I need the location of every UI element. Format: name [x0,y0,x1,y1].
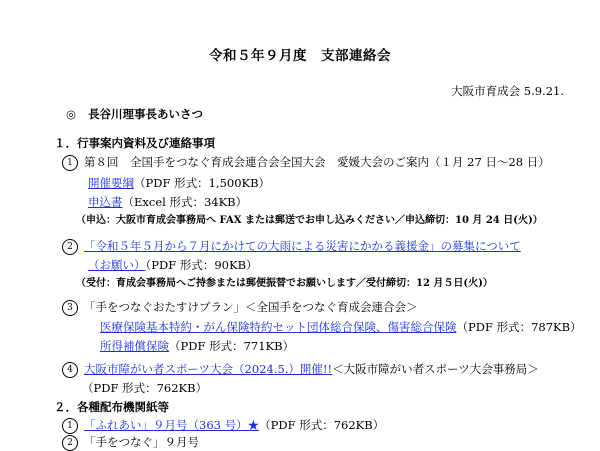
item4-title-line [62,361,539,378]
tewotsunagu-newsletter-title: 「手をつなぐ」９月号 [84,435,199,449]
link-file-info: （PDF 形式：90KB） [145,258,258,272]
event-guidelines-link[interactable]: 開催要綱 [88,176,134,190]
fureai-newsletter-link[interactable]: 「ふれあい」９月号（363 号）★ [84,418,260,432]
item1-link2-line [88,194,247,210]
link-file-info: （PDF 形式：771KB） [169,339,295,353]
circled-number: 1 [62,155,78,171]
item2-note: （受付：育成会事務局へご持参または郵便振替でお願いします／受付締切：12 月５日(火)） [76,278,493,289]
donation-appeal-link-cont[interactable]: （お願い） [88,258,146,272]
link-file-info: （PDF 形式：762KB） [82,381,208,395]
item3-link1-line [100,319,582,335]
double-circle-icon: ◎ [66,107,77,121]
item2-title-line [62,238,521,255]
link-file-info: （Excel 形式：34KB） [122,195,248,209]
s2-item1-line [62,417,384,434]
circled-number: 2 [62,435,78,451]
document-title: 令和５年９月度 支部連絡会 [209,48,391,64]
item1-title: 第８回 全国手をつなぐ育成会連合会全国大会 愛媛大会のご案内（１月 27 日～28 日） [84,155,550,169]
issuer-date: 大阪市育成会 5.9.21. [451,84,564,98]
item3-title: 「手をつなぐおたすけプラン」＜全国手をつなぐ育成会連合会＞ [84,300,418,314]
item1-note: （申込：大阪市育成会事務局へ FAX または郵送でお申し込みください／申込締切：10 月 24 日(火)） [76,215,543,226]
circled-number: 1 [62,418,78,434]
sports-event-link[interactable]: 大阪市障がい者スポーツ大会（2024.5.）開催!! [84,362,333,376]
greeting-line [66,106,203,122]
circled-number: 4 [62,362,78,378]
item2-link-line2 [88,257,258,273]
section2-heading: ２．各種配布機関紙等 [54,400,169,414]
donation-appeal-link[interactable]: 「令和５年５月から７月にかけての大雨による災害にかかる義援金」の募集について [84,239,521,253]
greeting-text: 長谷川理事長あいさつ [88,107,204,121]
s2-item2-line [62,434,199,451]
income-insurance-link[interactable]: 所得補償保険 [100,339,169,353]
item4-organizer: ＜大阪市障がい者スポーツ大会事務局＞ [332,362,539,376]
section1-heading: １．行事案内資料及び連絡事項 [54,136,215,150]
circled-number: 3 [62,300,78,316]
item1-title-line [62,154,550,171]
circled-number: 2 [62,239,78,255]
link-file-info: （PDF 形式：787KB） [456,320,582,334]
item1-link1-line [88,175,270,191]
item3-title-line [62,299,418,316]
link-file-info: （PDF 形式：762KB） [259,418,385,432]
medical-insurance-link[interactable]: 医療保険基本特約・がん保険特約セット団体総合保険、傷害総合保険 [100,320,457,334]
item3-link2-line [100,338,294,354]
link-file-info: （PDF 形式：1,500KB） [134,176,271,190]
application-form-link[interactable]: 申込書 [88,195,123,209]
